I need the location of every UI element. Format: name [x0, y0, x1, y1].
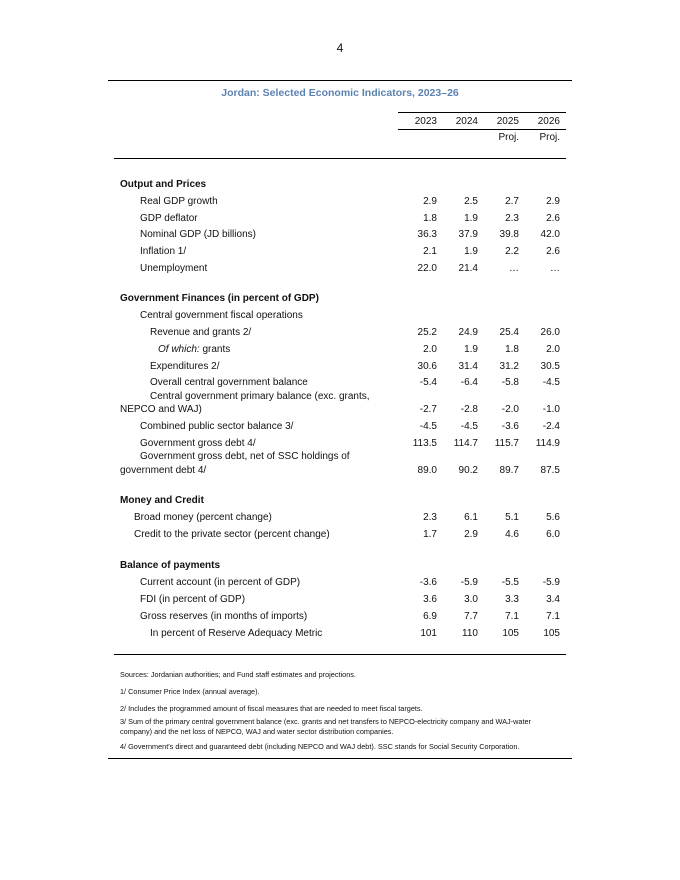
cell-value: 2.6 [546, 213, 560, 224]
footnote-2: 2/ Includes the programmed amount of fiscal measures that are needed to meet fiscal targets. [120, 704, 423, 713]
column-year: 2025 [496, 116, 519, 127]
cell-value: 105 [543, 628, 560, 639]
cell-value: -5.5 [501, 577, 519, 588]
cell-value: 113.5 [412, 438, 437, 449]
cell-value: 2.1 [423, 246, 437, 257]
row-label: Government gross debt 4/ [140, 438, 256, 449]
row-label: Combined public sector balance 3/ [140, 421, 294, 432]
cell-value: 114.9 [535, 438, 560, 449]
cell-value: 3.4 [546, 594, 560, 605]
row-label: Broad money (percent change) [134, 512, 272, 523]
year-underline [398, 129, 566, 130]
cell-value: -4.5 [419, 421, 437, 432]
section-heading: Output and Prices [120, 179, 207, 190]
cell-value: -4.5 [542, 377, 560, 388]
cell-value: 1.8 [423, 213, 437, 224]
cell-value: 37.9 [458, 229, 478, 240]
cell-value: 26.0 [540, 327, 560, 338]
cell-value: 87.5 [540, 465, 560, 476]
cell-value: -2.8 [460, 404, 478, 415]
cell-value: 2.0 [546, 344, 560, 355]
cell-value: 89.7 [499, 465, 519, 476]
cell-value: 105 [502, 628, 519, 639]
cell-value: 89.0 [417, 465, 437, 476]
cell-value: 2.3 [423, 512, 437, 523]
row-label [158, 344, 230, 355]
row-label: Credit to the private sector (percent change) [134, 529, 330, 540]
cell-value: 1.7 [423, 529, 437, 540]
cell-value: 2.0 [423, 344, 437, 355]
cell-value: 2.3 [505, 213, 519, 224]
sub-heading: Central government fiscal operations [140, 310, 303, 321]
row-label: GDP deflator [140, 213, 198, 224]
cell-value: 25.4 [499, 327, 519, 338]
row-label: Unemployment [140, 263, 208, 274]
cell-value: 2.9 [546, 196, 560, 207]
cell-value: 3.3 [505, 594, 519, 605]
cell-value: … [550, 263, 560, 274]
cell-value: 36.3 [417, 229, 437, 240]
cell-value: 5.1 [505, 512, 519, 523]
cell-value: 2.9 [464, 529, 478, 540]
cell-value: 31.4 [458, 361, 478, 372]
cell-value: 5.6 [546, 512, 560, 523]
cell-value: 2.2 [505, 246, 519, 257]
cell-value: -3.6 [419, 577, 437, 588]
column-year: 2023 [414, 116, 437, 127]
cell-value: 6.1 [464, 512, 478, 523]
cell-value: 7.1 [546, 611, 560, 622]
column-year: 2024 [455, 116, 478, 127]
column-proj-note: Proj. [498, 132, 519, 143]
row-label-continued: government debt 4/ [120, 465, 207, 476]
page-number: 4 [336, 41, 344, 55]
cell-value: 1.8 [505, 344, 519, 355]
cell-value: 2.5 [464, 196, 478, 207]
row-label-continued: NEPCO and WAJ) [120, 404, 202, 415]
cell-value: -3.6 [501, 421, 519, 432]
cell-value: … [509, 263, 519, 274]
row-label: In percent of Reserve Adequacy Metric [150, 628, 323, 639]
cell-value: 30.5 [540, 361, 560, 372]
row-label: Inflation 1/ [140, 246, 187, 257]
row-label: FDI (in percent of GDP) [140, 594, 246, 605]
column-year: 2026 [537, 116, 560, 127]
row-label-italic: Of which: [158, 344, 200, 355]
cell-value: 1.9 [464, 213, 478, 224]
cell-value: 2.9 [423, 196, 437, 207]
column-proj-note: Proj. [539, 132, 560, 143]
footer-rule [108, 758, 572, 759]
cell-value: 39.8 [499, 229, 519, 240]
cell-value: -5.9 [542, 577, 560, 588]
row-label: Current account (in percent of GDP) [140, 577, 301, 588]
cell-value: 31.2 [499, 361, 519, 372]
cell-value: -1.0 [542, 404, 560, 415]
cell-value: 21.4 [458, 263, 478, 274]
cell-value: 25.2 [417, 327, 437, 338]
footnote-1: 1/ Consumer Price Index (annual average). [120, 687, 260, 696]
cell-value: 2.7 [505, 196, 519, 207]
cell-value: -5.9 [460, 577, 478, 588]
cell-value: 3.6 [423, 594, 437, 605]
row-label: Real GDP growth [140, 196, 218, 207]
cell-value: -2.7 [419, 404, 437, 415]
row-label: Central government primary balance (exc. grants, [150, 391, 370, 402]
cell-value: -6.4 [460, 377, 478, 388]
section-heading: Government Finances (in percent of GDP) [120, 293, 319, 304]
cell-value: 1.9 [464, 246, 478, 257]
row-label-rest: grants [199, 344, 231, 355]
section-heading: Balance of payments [120, 560, 221, 571]
cell-value: 7.7 [464, 611, 478, 622]
cell-value: 90.2 [458, 465, 478, 476]
cell-value: 110 [462, 628, 478, 639]
row-label: Gross reserves (in months of imports) [140, 611, 308, 622]
cell-value: 4.6 [505, 529, 519, 540]
footnote-4: 4/ Government's direct and guaranteed debt (including NEPCO and WAJ debt). SSC stands for Social Security Corporation. [120, 742, 520, 751]
cell-value: 24.9 [458, 327, 478, 338]
cell-value: 1.9 [464, 344, 478, 355]
cell-value: -2.4 [542, 421, 560, 432]
cell-value: 3.0 [464, 594, 478, 605]
cell-value: 6.9 [423, 611, 437, 622]
header-bottom-rule [114, 158, 566, 159]
cell-value: 6.0 [546, 529, 560, 540]
cell-value: 114.7 [453, 438, 478, 449]
cell-value: 101 [420, 628, 437, 639]
cell-value: 7.1 [505, 611, 519, 622]
cell-value: 115.7 [494, 438, 519, 449]
cell-value: 30.6 [417, 361, 437, 372]
row-label: Revenue and grants 2/ [150, 327, 252, 338]
cell-value: -5.8 [501, 377, 519, 388]
row-label: Government gross debt, net of SSC holdings of [140, 451, 350, 462]
table-title: Jordan: Selected Economic Indicators, 2023–26 [221, 87, 459, 99]
cell-value: 2.6 [546, 246, 560, 257]
row-label: Overall central government balance [150, 377, 308, 388]
header-rule [398, 112, 566, 113]
section-heading: Money and Credit [120, 495, 204, 506]
cell-value: 22.0 [417, 263, 437, 274]
table-bottom-rule [114, 654, 566, 655]
cell-value: 42.0 [540, 229, 560, 240]
footnote-3: 3/ Sum of the primary central government balance (exc. grants and net transfers to NEPCO-electricity company and WAJ-water company) and the net loss of NEPCO, WAJ and water sector distribution companies. [120, 717, 531, 736]
row-label: Expenditures 2/ [150, 361, 220, 372]
top-rule [108, 80, 572, 81]
cell-value: -4.5 [460, 421, 478, 432]
footnote-sources: Sources: Jordanian authorities; and Fund staff estimates and projections. [120, 670, 356, 679]
cell-value: -2.0 [501, 404, 519, 415]
row-label: Nominal GDP (JD billions) [140, 229, 256, 240]
cell-value: -5.4 [419, 377, 437, 388]
